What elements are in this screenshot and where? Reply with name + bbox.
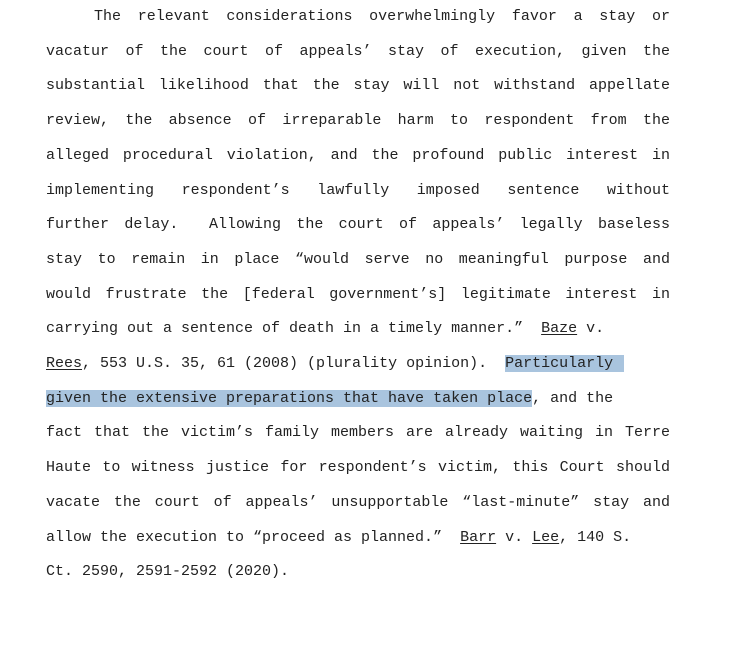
text-line [46, 347, 670, 382]
text-segment: substantial likelihood that the stay will not withstand appellate [46, 77, 670, 95]
text-line [46, 35, 670, 70]
text-line [46, 243, 670, 278]
text-segment: further delay. Allowing the court of appeals’ legally baseless [46, 216, 670, 234]
text-segment: , 140 S. [559, 528, 632, 546]
text-line [46, 174, 670, 209]
text-line [46, 69, 670, 104]
highlighted-text: Particularly [505, 355, 624, 372]
text-line [46, 416, 670, 451]
case-name: Lee [532, 528, 560, 546]
text-line [46, 521, 670, 556]
text-segment: stay to remain in place “would serve no meaningful purpose and [46, 250, 670, 268]
text-segment: review, the absence of irreparable harm to respondent from the [46, 112, 670, 130]
text-line [46, 278, 670, 313]
text-segment: implementing respondent’s lawfully imposed sentence without [46, 181, 670, 199]
text-segment: The relevant considerations overwhelmingly favor a stay or [94, 8, 670, 25]
case-name: Baze [541, 320, 578, 338]
case-name: Barr [460, 528, 497, 546]
text-line [46, 104, 670, 139]
text-segment: would frustrate the [federal government’s] legitimate interest in [46, 285, 670, 303]
text-line [46, 486, 670, 521]
text-line [46, 312, 670, 347]
text-segment: Haute to witness justice for respondent’s victim, this Court should [46, 459, 670, 477]
highlighted-text: given the extensive preparations that have taken place [46, 389, 533, 407]
text-segment: v. [496, 528, 533, 546]
text-line [46, 208, 670, 243]
text-segment: fact that the victim’s family members are already waiting in Terre [46, 424, 670, 442]
text-segment: Ct. 2590, 2591-2592 (2020). [46, 563, 290, 581]
text-line [46, 139, 670, 174]
text-segment: allow the execution to “proceed as planned.” [46, 528, 461, 546]
text-segment: carrying out a sentence of death in a timely manner.” [46, 320, 542, 338]
text-segment: vacatur of the court of appeals’ stay of execution, given the [46, 42, 670, 60]
text-line [46, 555, 670, 590]
text-segment: alleged procedural violation, and the profound public interest in [46, 146, 670, 164]
text-line [46, 382, 670, 417]
text-segment: , 553 U.S. 35, 61 (2008) (plurality opinion). [82, 355, 506, 372]
text-line [46, 451, 670, 486]
text-segment: v. [577, 320, 605, 338]
text-segment: , and the [532, 389, 614, 407]
text-segment: vacate the court of appeals’ unsupportable “last-minute” stay and [46, 493, 670, 511]
case-name: Rees [46, 355, 83, 372]
text-line [46, 0, 670, 35]
